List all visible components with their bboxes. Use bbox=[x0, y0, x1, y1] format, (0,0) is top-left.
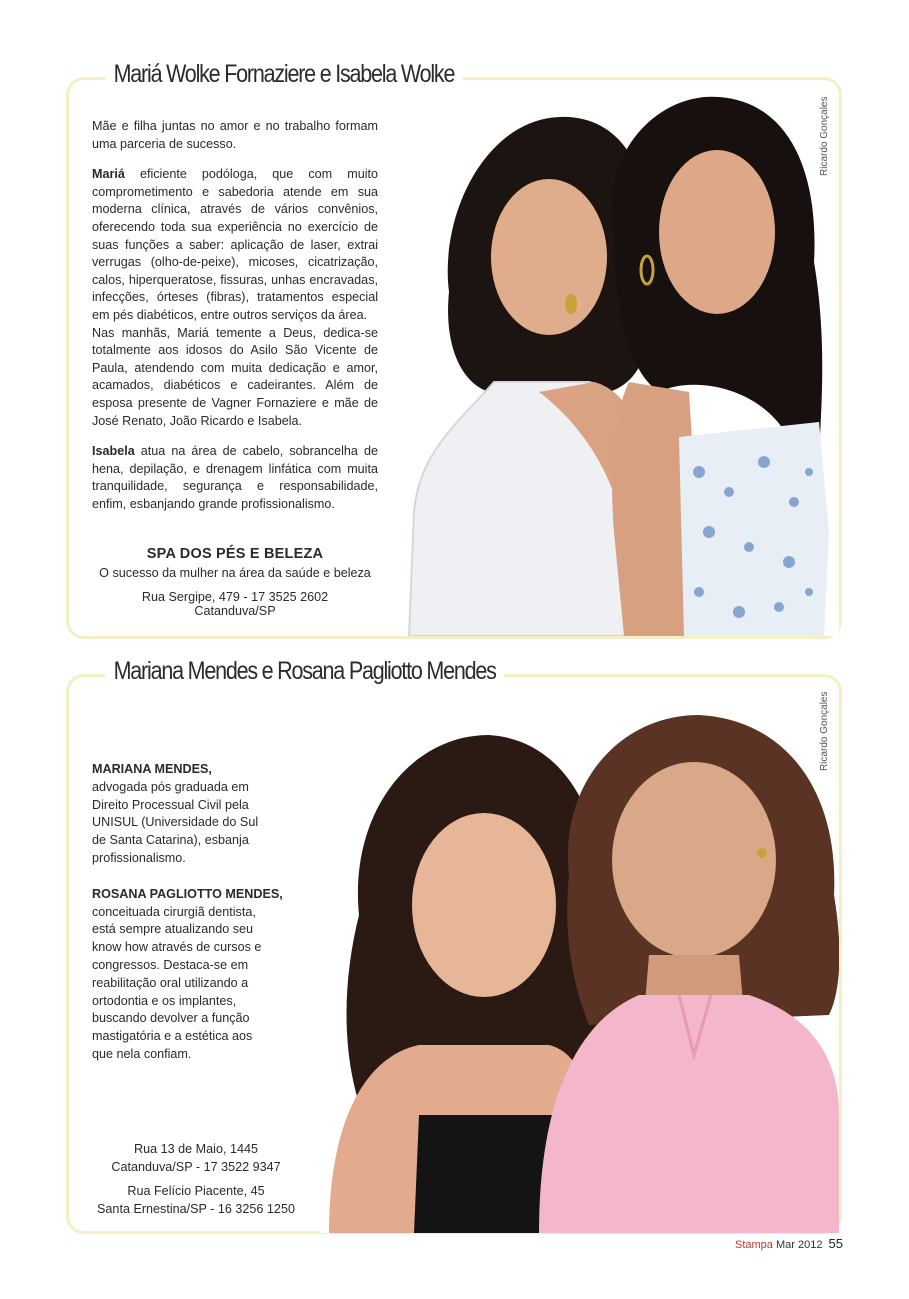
address-b-city: Santa Ernestina/SP - 16 3256 1250 bbox=[97, 1201, 295, 1216]
earring-shape bbox=[757, 848, 767, 858]
floral-dress bbox=[679, 422, 829, 636]
mariana-line: profissionalismo. bbox=[92, 850, 186, 865]
maria-name: Mariá bbox=[92, 167, 125, 182]
section-title: Mariá Wolke Fornaziere e Isabela Wolke bbox=[105, 60, 463, 89]
magazine-brand: Stampa bbox=[735, 1239, 773, 1251]
business-name: SPA DOS PÉS E BELEZA bbox=[146, 546, 324, 562]
mariana-line: de Santa Catarina), esbanja bbox=[92, 833, 249, 848]
rosana-line: reabilitação oral utilizando a bbox=[92, 975, 249, 990]
business-city: Catanduva/SP bbox=[194, 604, 276, 618]
mariana-line: Direito Processual Civil pela bbox=[92, 797, 249, 812]
portrait-photo-2 bbox=[319, 695, 839, 1233]
photo-credit: Ricardo Gonçales bbox=[819, 96, 830, 176]
face-shape bbox=[491, 179, 607, 335]
address-a-city: Catanduva/SP - 17 3522 9347 bbox=[111, 1159, 281, 1174]
address-a-street: Rua 13 de Maio, 1445 bbox=[134, 1142, 258, 1156]
intro-paragraph: Mãe e filha juntas no amor e no trabalho formam uma parceria de sucesso. bbox=[92, 119, 378, 151]
rosana-line: mastigatória e a estética aos bbox=[92, 1029, 253, 1044]
business-slogan: O sucesso da mulher na área da saúde e beleza bbox=[99, 566, 371, 580]
face-shape bbox=[412, 813, 556, 997]
section-title: Mariana Mendes e Rosana Pagliotto Mendes bbox=[105, 657, 504, 686]
rosana-line: congressos. Destaca-se em bbox=[92, 957, 249, 972]
portrait-photo-1 bbox=[399, 92, 839, 636]
isabela-name: Isabela bbox=[92, 444, 135, 459]
face-shape-2 bbox=[659, 150, 775, 314]
portrait-illustration bbox=[319, 695, 839, 1233]
portrait-illustration bbox=[399, 92, 839, 636]
rosana-line: que nela confiam. bbox=[92, 1046, 192, 1061]
business-block bbox=[79, 546, 391, 618]
article-text bbox=[92, 118, 378, 513]
isabela-paragraph bbox=[92, 443, 378, 513]
rosana-line: conceituada cirurgiã dentista, bbox=[92, 904, 256, 919]
maria-paragraph bbox=[92, 166, 378, 324]
profile-section-wolke bbox=[66, 60, 842, 639]
page-footer bbox=[735, 1236, 843, 1251]
rosana-line: buscando devolver a função bbox=[92, 1011, 250, 1026]
profile-text bbox=[92, 761, 312, 1064]
business-address: Rua Sergipe, 479 - 17 3525 2602 bbox=[141, 590, 329, 604]
maria-paragraph-2: Nas manhãs, Mariá temente a Deus, dedica-se totalmente aos idosos do Asilo São Vicente de Paula, atendendo com muita dedicação e amor, acamados, diabéticos e cadeirantes. Além de esposa presente de Vagner Fornaziere e mãe de José Renato, João Ricardo e Isabela. bbox=[92, 325, 378, 428]
address-block bbox=[79, 1141, 313, 1218]
maria-text: eficiente podóloga, que com muito comprometimento e sabedoria atende em sua moderna clínica, através de vários convênios, oferecendo toda sua experiência no exercício de suas funções a saber: aplicação de laser, extrai verrugas (olho-de-peixe), micoses, cicatrização, calos, hiperqueratose, fissuras, unhas encravadas, infecções, órteses (fibras), tratamentos especial em pés diabéticos, entre outros serviços da área. bbox=[92, 167, 378, 322]
page-number: 55 bbox=[828, 1236, 843, 1251]
address-b-street: Rua Felício Piacente, 45 bbox=[127, 1184, 265, 1198]
issue-date: Mar 2012 bbox=[775, 1239, 823, 1251]
earring-shape bbox=[565, 294, 577, 314]
mariana-line: advogada pós graduada em bbox=[92, 779, 249, 794]
rosana-line: ortodontia e os implantes, bbox=[92, 993, 237, 1008]
mariana-name: MARIANA MENDES, bbox=[92, 762, 212, 776]
isabela-text: atua na área de cabelo, sobrancelha de hena, depilação, e drenagem linfática com muita tranquilidade, segurança e responsabilidade, enfim, esbanjando grande profissionalismo. bbox=[92, 444, 378, 511]
rosana-name: ROSANA PAGLIOTTO MENDES, bbox=[92, 886, 283, 901]
rosana-line: está sempre atualizando seu bbox=[92, 922, 254, 937]
mariana-line: UNISUL (Universidade do Sul bbox=[92, 815, 259, 830]
profile-section-mendes bbox=[66, 657, 842, 1234]
face-shape-2 bbox=[612, 762, 776, 958]
rosana-line: know how através de cursos e bbox=[92, 940, 262, 955]
photo-credit: Ricardo Gonçales bbox=[819, 691, 830, 771]
